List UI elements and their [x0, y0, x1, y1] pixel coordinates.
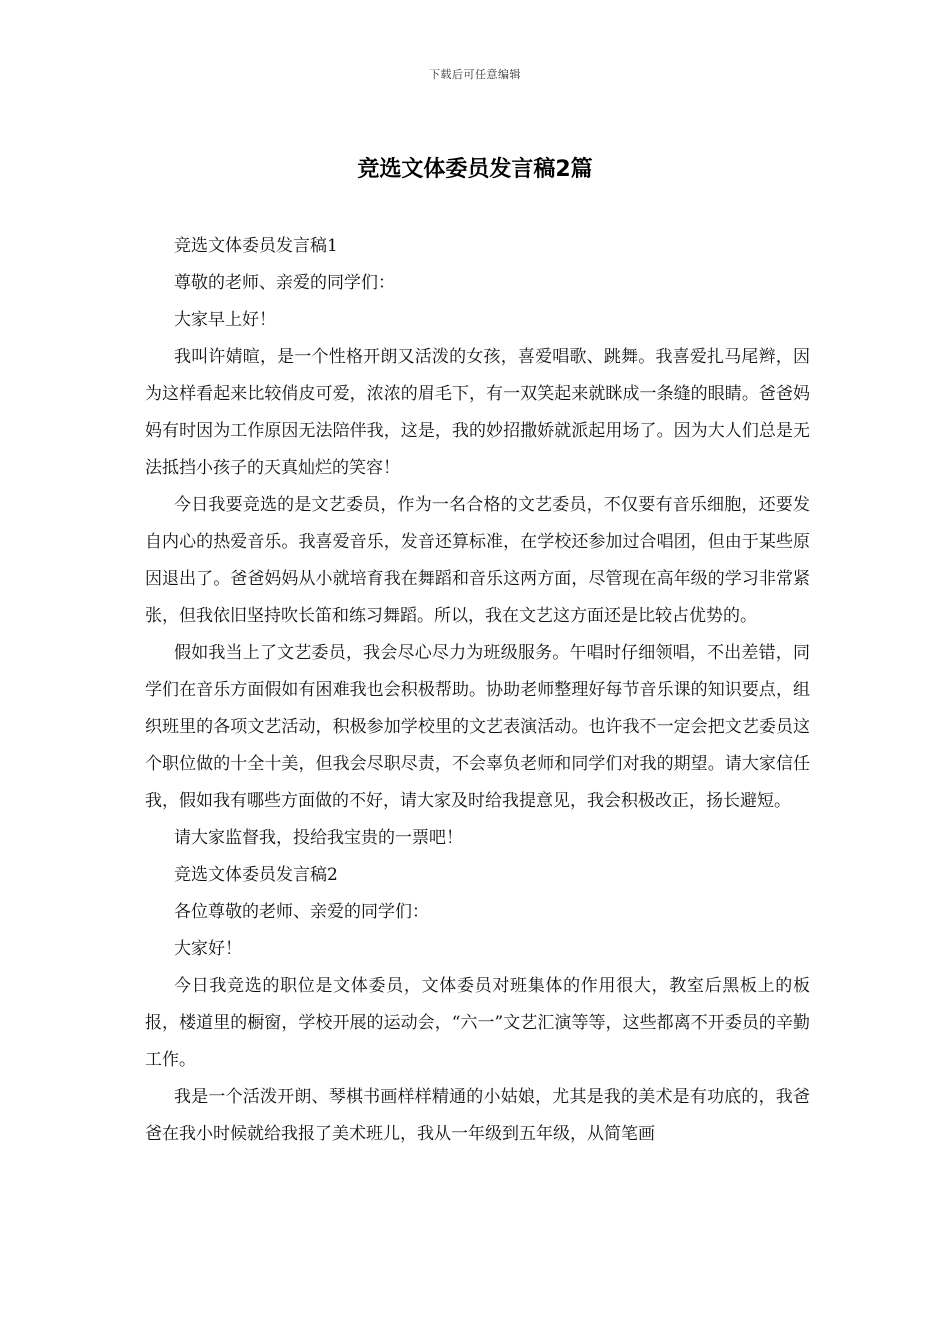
- speech2-heading: 竞选文体委员发言稿2: [174, 865, 338, 885]
- speech1-paragraph-qualification: 今日我要竞选的是文艺委员，作为一名合格的文艺委员，不仅要有音乐细胞，还要发自内心的热爱音乐。我喜爱音乐，发音还算标准，在学校还参加过合唱团，但由于某些原因退出了。爸爸妈妈从小就培育我在舞蹈和音乐这两方面，尽管现在高年级的学习非常紧张，但我依旧坚持吹长笛和练习舞蹈。所以，我在文艺这方面还是比较占优势的。: [145, 495, 810, 626]
- speech2-salutation: 各位尊敬的老师、亲爱的同学们：: [174, 902, 429, 922]
- speech1-heading: 竞选文体委员发言稿1: [174, 236, 338, 256]
- header-note: 下载后可任意编辑: [429, 68, 521, 81]
- speech2-greeting: 大家好！: [174, 939, 242, 959]
- speech1-paragraph-intro: 我叫许婧暄，是一个性格开朗又活泼的女孩，喜爱唱歌、跳舞。我喜爱扎马尾辫，因为这样看起来比较俏皮可爱，浓浓的眉毛下，有一双笑起来就眯成一条缝的眼睛。爸爸妈妈有时因为工作原因无法陪伴我，这是，我的妙招撒娇就派起用场了。因为大人们总是无法抵挡小孩子的天真灿烂的笑容！: [145, 347, 810, 478]
- speech1-closing: 请大家监督我，投给我宝贵的一票吧！: [174, 828, 463, 848]
- document-body: [145, 228, 810, 1153]
- document-title: 竞选文体委员发言稿2篇: [357, 157, 593, 182]
- speech1-salutation: 尊敬的老师、亲爱的同学们：: [174, 273, 395, 293]
- speech1-greeting: 大家早上好！: [174, 310, 276, 330]
- speech2-paragraph-role: 今日我竞选的职位是文体委员，文体委员对班集体的作用很大，教室后黑板上的板报，楼道里的橱窗，学校开展的运动会，“六一”文艺汇演等等，这些都离不开委员的辛勤工作。: [145, 976, 810, 1070]
- speech2-paragraph-intro: 我是一个活泼开朗、琴棋书画样样精通的小姑娘，尤其是我的美术是有功底的，我爸爸在我小时候就给我报了美术班儿，我从一年级到五年级，从简笔画: [145, 1087, 810, 1144]
- speech1-paragraph-plan: 假如我当上了文艺委员，我会尽心尽力为班级服务。午唱时仔细领唱，不出差错，同学们在音乐方面假如有困难我也会积极帮助。协助老师整理好每节音乐课的知识要点，组织班里的各项文艺活动，积极参加学校里的文艺表演活动。也许我不一定会把文艺委员这个职位做的十全十美，但我会尽职尽责，不会辜负老师和同学们对我的期望。请大家信任我，假如我有哪些方面做的不好，请大家及时给我提意见，我会积极改正，扬长避短。: [145, 643, 810, 811]
